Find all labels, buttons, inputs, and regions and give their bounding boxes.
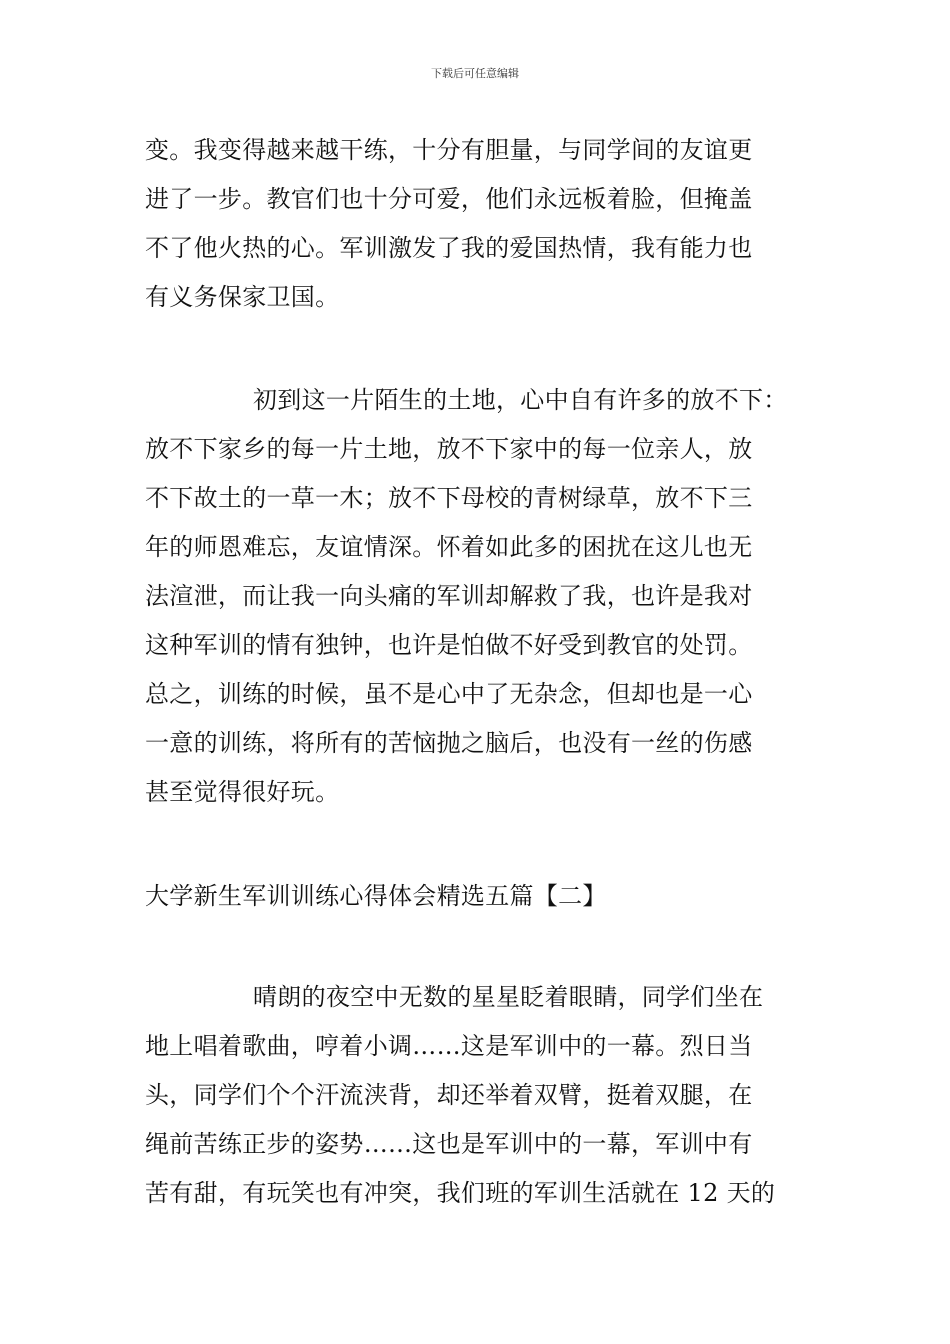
paragraph-2-line: 年的师恩难忘，友谊情深。怀着如此多的困扰在这儿也无 — [145, 533, 753, 561]
paragraph-2-line: 这种军训的情有独钟，也许是怕做不好受到教官的处罚。 — [145, 631, 753, 659]
paragraph-3 — [145, 973, 815, 1218]
paragraph-3-line: 苦有甜，有玩笑也有冲突，我们班的军训生活就在 12 天的 — [145, 1179, 776, 1207]
page-header-note: 下载后可任意编辑 — [431, 67, 519, 80]
paragraph-2-line: 法渲泄，而让我一向头痛的军训却解救了我，也许是我对 — [145, 582, 753, 610]
paragraph-2-line: 总之，训练的时候，虽不是心中了无杂念，但却也是一心 — [145, 680, 753, 708]
paragraph-3-line: 绳前苦练正步的姿势……这也是军训中的一幕，军训中有 — [145, 1130, 753, 1158]
section-heading — [145, 872, 815, 921]
paragraph-1-line: 不了他火热的心。军训激发了我的爱国热情，我有能力也 — [145, 234, 753, 262]
paragraph-2-line: 不下故土的一草一木；放不下母校的青树绿草，放不下三 — [145, 484, 753, 512]
paragraph-2-line: 放不下家乡的每一片土地，放不下家中的每一位亲人，放 — [145, 435, 753, 463]
paragraph-3-line: 地上唱着歌曲，哼着小调……这是军训中的一幕。烈日当 — [145, 1032, 753, 1060]
section-heading-text: 大学新生军训训练心得体会精选五篇【二】 — [145, 882, 607, 910]
paragraph-3-line: 晴朗的夜空中无数的星星眨着眼睛，同学们坐在 — [253, 983, 764, 1011]
paragraph-1-line: 进了一步。教官们也十分可爱，他们永远板着脸，但掩盖 — [145, 185, 753, 213]
paragraph-2 — [145, 376, 815, 817]
paragraph-1 — [145, 126, 815, 322]
paragraph-1-line: 变。我变得越来越干练，十分有胆量，与同学间的友谊更 — [145, 136, 753, 164]
paragraph-1-line: 有义务保家卫国。 — [145, 283, 340, 311]
paragraph-2-line: 甚至觉得很好玩。 — [145, 778, 340, 806]
paragraph-2-line: 初到这一片陌生的土地，心中自有许多的放不下： — [253, 386, 788, 414]
paragraph-3-line: 头，同学们个个汗流浃背，却还举着双臂，挺着双腿，在 — [145, 1081, 753, 1109]
paragraph-2-line: 一意的训练，将所有的苦恼抛之脑后，也没有一丝的伤感 — [145, 729, 753, 757]
